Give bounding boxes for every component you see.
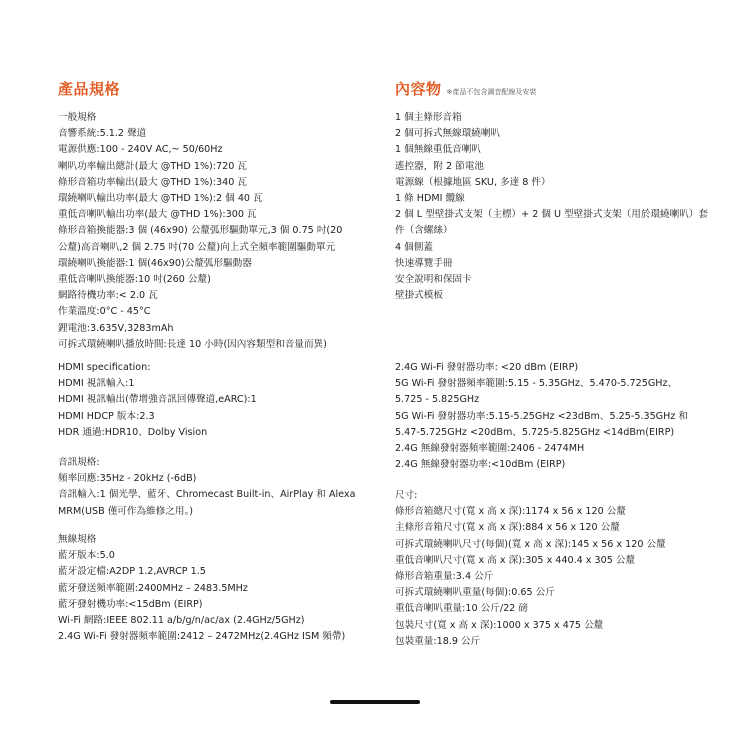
contents-note: ※產品不包含調音配線及安裝 (446, 88, 537, 96)
spec-line: 2.4G Wi-Fi 發射器功率: <20 dBm (EIRP) (395, 362, 579, 373)
contents-heading (395, 78, 725, 100)
spec-line: HDR 通過:HDR10、Dolby Vision (58, 426, 208, 438)
spec-line: 藍牙發射機功率:<15dBm (EIRP) (58, 598, 203, 610)
spec-line: 藍牙發送頻率範圍:2400MHz – 2483.5MHz (58, 582, 248, 594)
wireless-specs-list (58, 532, 378, 645)
spec-line: 公釐)高音喇叭,2 個 2.75 吋(70 公釐)向上式全頻率範圍驅動單元 (58, 241, 336, 253)
spec-line: 網路待機功率:< 2.0 瓦 (58, 290, 158, 302)
spec-line: 2.4G Wi-Fi 發射器頻率範圍:2412 – 2472MHz(2.4GHz ISM 頻帶) (58, 631, 346, 643)
spec-line: Wi-Fi 網路:IEEE 802.11 a/b/g/n/ac/ax (2.4GHz/5GHz) (58, 615, 305, 627)
spec-line: 音響系統:5.1.2 聲道 (58, 128, 147, 140)
spec-line: MRM(USB 僅可作為維修之用。) (58, 505, 193, 517)
spec-line: 重低音喇叭尺寸(寬 x 高 x 深):305 x 440.4 x 305 公釐 (395, 554, 636, 566)
spec-line: 重低音喇叭輸出功率(最大 @THD 1%):300 瓦 (58, 209, 257, 221)
spec-line: 電源供應:100 - 240V AC,~ 50/60Hz (58, 144, 223, 156)
spec-line: 4 個側蓋 (395, 241, 433, 253)
spec-line: 1 個主條形音箱 (395, 112, 462, 123)
spec-line: 包裝尺寸(寬 x 高 x 深):1000 x 375 x 475 公釐 (395, 619, 604, 631)
spec-line: 5.725 - 5.825GHz (395, 394, 480, 406)
spec-line: 條形音箱總尺寸(寬 x 高 x 深):1174 x 56 x 120 公釐 (395, 506, 626, 518)
audio-specs-list (58, 455, 378, 520)
dimensions-list (395, 488, 725, 650)
contents-column (395, 78, 725, 304)
spec-line: HDMI 視訊輸入:1 (58, 378, 135, 390)
spec-line: 2.4G 無線發射器功率:<10dBm (EIRP) (395, 459, 566, 471)
spec-line: 1 條 HDMI 纜線 (395, 193, 465, 205)
spec-line: 無線規格 (58, 534, 97, 545)
spec-line: 電源線（根據地區 SKU, 多達 8 件） (395, 176, 551, 188)
spec-line: 尺寸: (395, 490, 418, 501)
spec-line: 環繞喇叭換能器:1 個(46x90)公釐弧形驅動器 (58, 257, 252, 269)
spec-line: 壁掛式模板 (395, 290, 443, 302)
spec-line: 2 個可拆式無線環繞喇叭 (395, 128, 501, 140)
spec-line: 5G Wi-Fi 發射器功率:5.15-5.25GHz <23dBm、5.25-5.35GHz 和 (395, 410, 689, 422)
spec-line: 2 個 L 型壁掛式支架（主標）+ 2 個 U 型壁掛式支架（用於環繞喇叭）套 (395, 209, 708, 221)
spec-line: 鋰電池:3.635V,3283mAh (58, 322, 174, 334)
spec-line: 遙控器，附 2 節電池 (395, 160, 484, 172)
spec-line: 件（含螺絲） (395, 225, 453, 237)
spec-line: 2.4G 無線發射器頻率範圍:2406 - 2474MH (395, 443, 585, 455)
spec-line: 音訊輸入:1 個光學、藍牙、Chromecast Built-in、AirPlay 和 Alexa (58, 489, 356, 501)
general-specs-list (58, 110, 378, 353)
spec-line: 重低音喇叭重量:10 公斤/22 磅 (395, 603, 528, 615)
wifi-radio-list (395, 360, 725, 473)
spec-line: 1 個無線重低音喇叭 (395, 144, 481, 156)
scroll-indicator-bar (330, 700, 420, 704)
spec-line: 包裝重量:18.9 公斤 (395, 635, 481, 647)
spec-line: 喇叭功率輸出總計(最大 @THD 1%):720 瓦 (58, 160, 247, 172)
spec-line: HDMI 視訊輸出(帶增強音訊回傳聲道,eARC):1 (58, 394, 257, 406)
spec-line: 重低音喇叭換能器:10 吋(260 公釐) (58, 274, 211, 286)
spec-line: 頻率回應:35Hz - 20kHz (-6dB) (58, 473, 197, 485)
spec-line: 快速導覽手冊 (395, 257, 453, 269)
spec-line: 藍牙設定檔:A2DP 1.2,AVRCP 1.5 (58, 566, 206, 578)
spec-line: 環繞喇叭輸出功率(最大 @THD 1%):2 個 40 瓦 (58, 193, 263, 205)
spec-line: 條形音箱功率輸出(最大 @THD 1%):340 瓦 (58, 176, 247, 188)
hdmi-specs-list (58, 360, 378, 441)
spec-line: 5G Wi-Fi 發射器頻率範圍:5.15 - 5.35GHz、5.470-5.725GHz、 (395, 378, 678, 390)
spec-line: 安全說明和保固卡 (395, 274, 472, 286)
spec-line: 一般規格 (58, 112, 97, 123)
spec-line: HDMI specification: (58, 362, 151, 373)
spec-line: 可拆式環繞喇叭尺寸(每個)(寬 x 高 x 深):145 x 56 x 120 公釐 (395, 538, 666, 550)
contents-list (395, 110, 725, 304)
spec-line: 藍牙版本:5.0 (58, 550, 115, 562)
spec-line: 條形音箱換能器:3 個 (46x90) 公釐弧形驅動單元,3 個 0.75 吋(20 (58, 225, 343, 237)
specs-heading: 產品規格 (58, 80, 121, 98)
spec-line: 主條形音箱尺寸(寬 x 高 x 深):884 x 56 x 120 公釐 (395, 522, 620, 534)
spec-line: 音訊規格: (58, 457, 100, 468)
contents-title: 內容物 (395, 80, 442, 98)
specs-column (58, 78, 378, 353)
spec-line: 5.47-5.725GHz <20dBm、5.725-5.825GHz <14dBm(EIRP) (395, 426, 675, 438)
spec-line: 可拆式環繞喇叭重量(每個):0.65 公斤 (395, 587, 555, 599)
spec-line: 作業溫度:0°C - 45°C (58, 306, 151, 318)
spec-line: HDMI HDCP 版本:2.3 (58, 410, 155, 422)
spec-line: 可拆式環繞喇叭播放時間:長達 10 小時(因內容類型和音量而異) (58, 338, 327, 350)
spec-line: 條形音箱重量:3.4 公斤 (395, 571, 494, 583)
